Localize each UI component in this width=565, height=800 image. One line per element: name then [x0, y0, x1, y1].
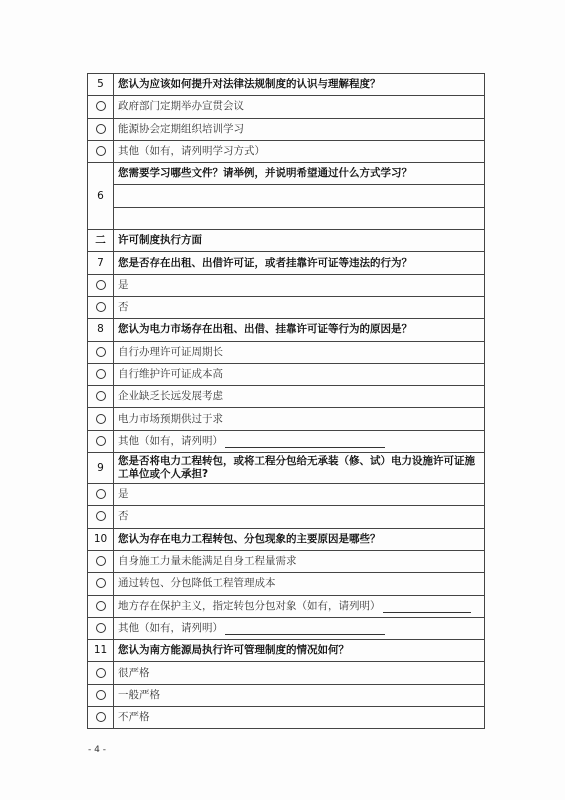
option-row[interactable]	[88, 386, 485, 408]
option-row[interactable]	[88, 363, 485, 385]
option-row[interactable]	[88, 506, 485, 528]
option-label: 是	[114, 484, 485, 506]
radio-circle-icon[interactable]	[96, 101, 106, 111]
option-row[interactable]	[88, 408, 485, 430]
option-row[interactable]	[88, 707, 485, 729]
radio-circle-icon[interactable]	[96, 712, 106, 722]
question-row	[88, 163, 485, 185]
option-label: 电力市场预期供过于求	[114, 408, 485, 430]
radio-circle-icon[interactable]	[96, 601, 106, 611]
question-number: 10	[88, 528, 114, 550]
option-label: 其他（如有，请列明学习方式）	[114, 140, 485, 162]
option-label: 不严格	[114, 707, 485, 729]
radio-circle-icon[interactable]	[96, 347, 106, 357]
option-row[interactable]	[88, 118, 485, 140]
question-row	[88, 319, 485, 341]
answer-field[interactable]	[114, 207, 485, 229]
option-row[interactable]	[88, 430, 485, 452]
question-text: 您是否存在出租、出借许可证，或者挂靠许可证等违法的行为？	[114, 252, 485, 274]
question-number: 8	[88, 319, 114, 341]
question-row	[88, 453, 485, 484]
question-text: 您需要学习哪些文件？请举例，并说明希望通过什么方式学习？	[114, 163, 485, 185]
option-label: 企业缺乏长远发展考虑	[114, 386, 485, 408]
option-label: 通过转包、分包降低工程管理成本	[114, 573, 485, 595]
question-row	[88, 74, 485, 96]
option-row[interactable]	[88, 662, 485, 684]
option-row[interactable]	[88, 296, 485, 318]
option-row[interactable]	[88, 274, 485, 296]
radio-circle-icon[interactable]	[96, 369, 106, 379]
section-row	[88, 230, 485, 252]
question-row	[88, 640, 485, 662]
option-row[interactable]	[88, 595, 485, 617]
option-label: 否	[114, 296, 485, 318]
question-row	[88, 528, 485, 550]
radio-circle-icon[interactable]	[96, 668, 106, 678]
radio-circle-icon[interactable]	[96, 146, 106, 156]
question-number: 6	[88, 163, 114, 230]
question-text: 您认为应该如何提升对法律法规制度的认识与理解程度？	[114, 74, 485, 96]
option-label: 能源协会定期组织培训学习	[114, 118, 485, 140]
option-label: 地方存在保护主义，指定转包分包对象（如有，请列明）	[118, 599, 381, 612]
question-text: 您认为电力市场存在出租、出借、挂靠许可证等行为的原因是？	[114, 319, 485, 341]
option-label: 自行维护许可证成本高	[114, 363, 485, 385]
option-label: 其他（如有，请列明）	[118, 621, 223, 634]
question-text: 您是否将电力工程转包，或将工程分包给无承装（修、试）电力设施许可证施工单位或个人承担?	[114, 453, 485, 484]
option-row[interactable]	[88, 684, 485, 706]
answer-line[interactable]	[88, 207, 485, 229]
option-row[interactable]	[88, 96, 485, 118]
radio-circle-icon[interactable]	[96, 623, 106, 633]
question-text: 您认为存在电力工程转包、分包现象的主要原因是哪些？	[114, 528, 485, 550]
option-row[interactable]	[88, 140, 485, 162]
radio-circle-icon[interactable]	[96, 690, 106, 700]
radio-circle-icon[interactable]	[96, 414, 106, 424]
option-row[interactable]	[88, 550, 485, 572]
option-label: 否	[114, 506, 485, 528]
radio-circle-icon[interactable]	[96, 124, 106, 134]
option-label: 自行办理许可证周期长	[114, 341, 485, 363]
answer-line[interactable]	[88, 185, 485, 207]
page-number: - 4 -	[88, 745, 106, 755]
radio-circle-icon[interactable]	[96, 436, 106, 446]
radio-circle-icon[interactable]	[96, 302, 106, 312]
option-label: 自身施工力量未能满足自身工程量需求	[114, 550, 485, 572]
radio-circle-icon[interactable]	[96, 489, 106, 499]
answer-field[interactable]	[114, 185, 485, 207]
option-label: 其他（如有，请列明）	[118, 434, 223, 447]
section-title: 许可制度执行方面	[114, 230, 485, 252]
radio-circle-icon[interactable]	[96, 511, 106, 521]
radio-circle-icon[interactable]	[96, 578, 106, 588]
section-number: 二	[88, 230, 114, 252]
question-text: 您认为南方能源局执行许可管理制度的情况如何？	[114, 640, 485, 662]
radio-circle-icon[interactable]	[96, 391, 106, 401]
option-label: 一般严格	[114, 684, 485, 706]
radio-circle-icon[interactable]	[96, 556, 106, 566]
question-number: 5	[88, 74, 114, 96]
option-label: 是	[114, 274, 485, 296]
option-row[interactable]	[88, 341, 485, 363]
question-number: 7	[88, 252, 114, 274]
question-row	[88, 252, 485, 274]
option-label: 很严格	[114, 662, 485, 684]
fill-in-blank[interactable]	[383, 603, 471, 613]
fill-in-blank[interactable]	[225, 625, 385, 635]
option-row[interactable]	[88, 617, 485, 639]
option-row[interactable]	[88, 573, 485, 595]
fill-in-blank[interactable]	[225, 438, 385, 448]
question-number: 9	[88, 453, 114, 484]
question-number: 11	[88, 640, 114, 662]
survey-table	[87, 73, 485, 729]
option-row[interactable]	[88, 484, 485, 506]
radio-circle-icon[interactable]	[96, 280, 106, 290]
option-label: 政府部门定期举办宣贯会议	[114, 96, 485, 118]
